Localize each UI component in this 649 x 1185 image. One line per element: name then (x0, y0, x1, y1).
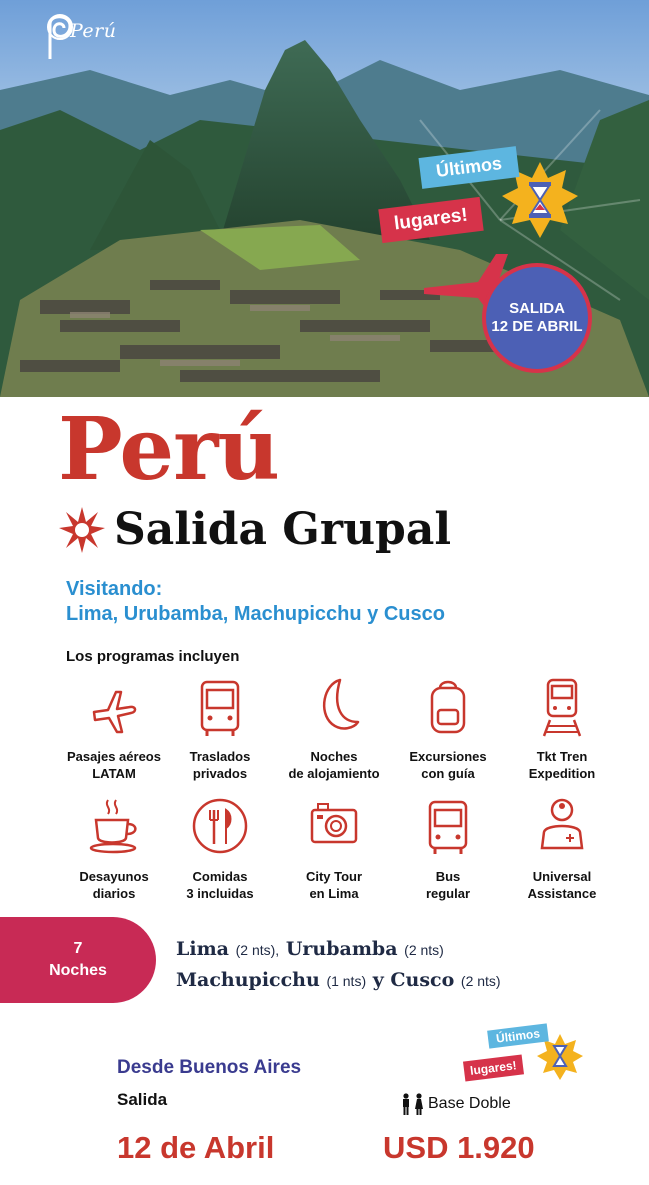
backpack-icon (418, 672, 478, 742)
include-line1: Traslados (189, 749, 251, 764)
include-line2: privados (192, 766, 248, 781)
departure-label: Salida (117, 1090, 168, 1109)
city-nights: (2 nts) (460, 973, 501, 989)
include-line2: de alojamiento (288, 766, 380, 781)
city-name: Cusco (390, 969, 455, 991)
itinerary (176, 934, 501, 996)
visiting-label: Visitando: (66, 578, 163, 600)
include-line1: Universal (532, 869, 592, 884)
connector: y (372, 969, 384, 991)
nights-label: Noches (49, 962, 107, 979)
include-item (502, 672, 622, 782)
subtitle-row (58, 502, 451, 558)
logo-text: Perú (70, 20, 117, 42)
include-line2: Assistance (527, 886, 597, 901)
include-line2: en Lima (309, 886, 359, 901)
moon-icon (304, 672, 364, 742)
city-nights: (2 nts) (404, 942, 444, 958)
city-nights: (1 nts) (326, 973, 367, 989)
nights-badge (0, 917, 156, 1003)
include-item (54, 792, 174, 902)
itinerary-line-1 (176, 934, 501, 965)
departure-date: 12 de Abril (117, 1130, 275, 1165)
origin-city: Desde Buenos Aires (117, 1057, 302, 1078)
itinerary-line-2 (176, 965, 501, 996)
include-line1: City Tour (305, 869, 363, 884)
include-line2: regular (425, 886, 471, 901)
include-line2: LATAM (92, 766, 136, 781)
include-line1: Bus (435, 869, 461, 884)
bus-front-icon (190, 672, 250, 742)
include-line1: Pasajes aéreos (67, 749, 161, 764)
hero-banner (0, 0, 649, 397)
include-item (388, 792, 508, 902)
departure-badge (482, 263, 592, 373)
lugares-badge: lugares! (378, 197, 483, 243)
ultimos-badge: Últimos (418, 146, 519, 189)
include-item (274, 672, 394, 782)
include-line1: Excursiones (409, 749, 487, 764)
include-line1: Tkt Tren (536, 749, 588, 764)
include-item (388, 672, 508, 782)
nights-count: 7 (73, 940, 83, 957)
bus-icon (418, 792, 478, 862)
city-name: Machupicchu (176, 969, 320, 991)
coffee-cup-icon (84, 792, 144, 862)
include-item (54, 672, 174, 782)
plane-icon (84, 672, 144, 742)
include-item (160, 672, 280, 782)
train-icon (532, 672, 592, 742)
subtitle: Salida Grupal (114, 504, 452, 555)
departure-label: SALIDA (509, 300, 565, 317)
include-line2: con guía (421, 766, 475, 781)
visiting-places: Lima, Urubamba, Machupicchu y Cusco (66, 603, 445, 625)
doctor-icon (532, 792, 592, 862)
city-name: Lima (176, 938, 229, 960)
include-item (160, 792, 280, 902)
ultimos-badge: Últimos (487, 1023, 549, 1048)
visiting-block (66, 577, 445, 627)
include-line1: Desayunos (79, 869, 149, 884)
include-line1: Noches (310, 749, 358, 764)
include-line2: Expedition (528, 766, 596, 781)
couple-icon (398, 1093, 428, 1115)
include-line1: Comidas (192, 869, 248, 884)
camera-icon (304, 792, 364, 862)
include-item (502, 792, 622, 902)
lugares-badge: lugares! (463, 1054, 524, 1081)
room-type-label: Base Doble (428, 1095, 511, 1112)
star-burst-icon (58, 506, 106, 554)
include-item (274, 792, 394, 902)
include-line2: 3 incluidas (186, 886, 254, 901)
room-type (398, 1093, 511, 1115)
city-name: Urubamba (285, 938, 398, 960)
page-title: Perú (58, 399, 279, 500)
includes-heading: Los programas incluyen (66, 648, 240, 665)
departure-date: 12 DE ABRIL (491, 318, 583, 335)
city-nights: (2 nts), (235, 942, 280, 958)
price: USD 1.920 (383, 1130, 535, 1165)
include-line2: diarios (92, 886, 136, 901)
fork-knife-icon (190, 792, 250, 862)
